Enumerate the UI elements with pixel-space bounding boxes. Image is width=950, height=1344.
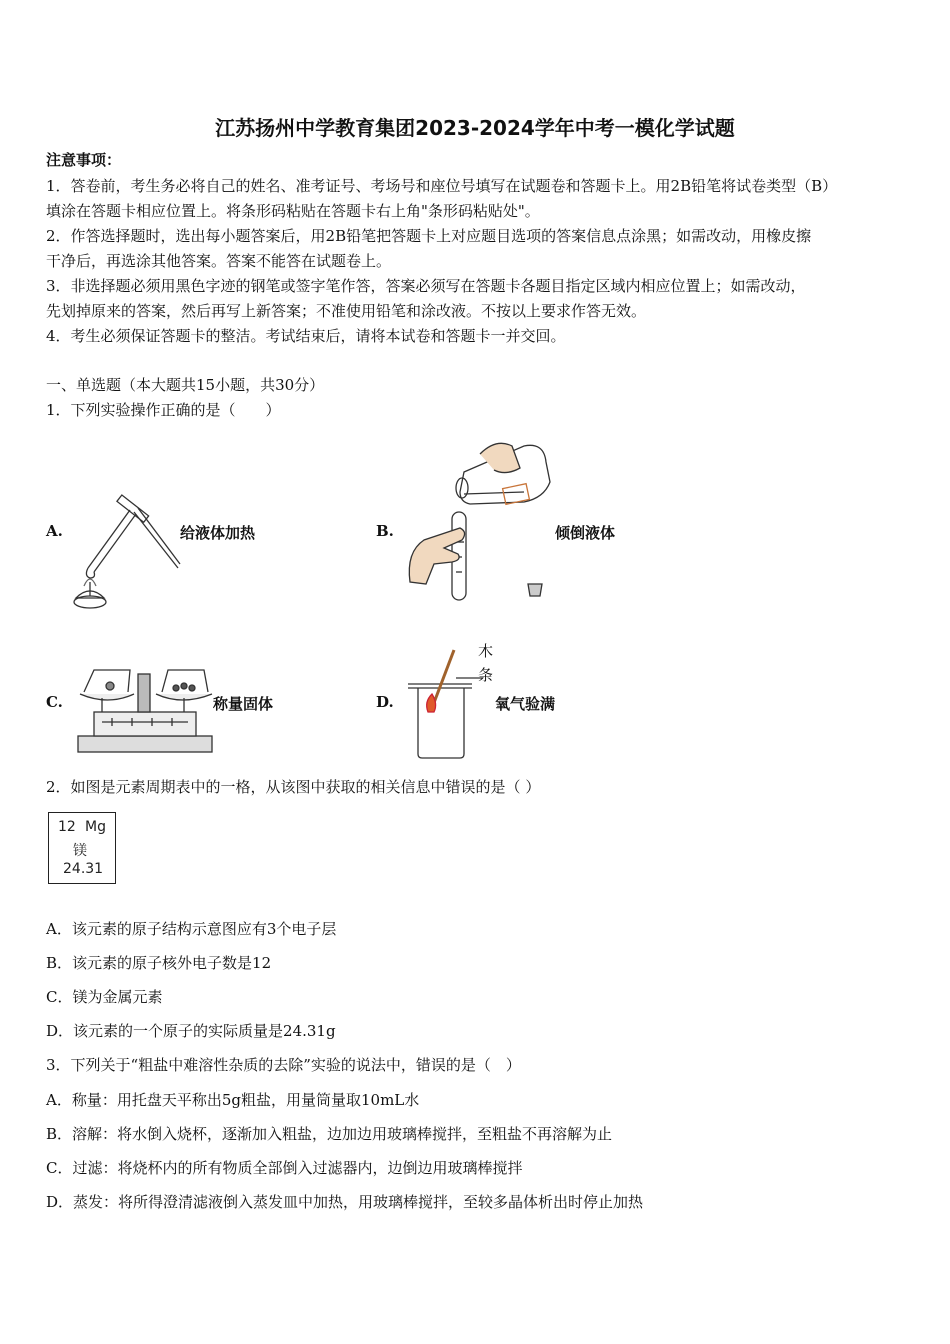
- notice-line: 1．答卷前，考生务必将自己的姓名、准考证号、考场号和座位号填写在试题卷和答题卡上。用2B铅笔将试卷类型（B）: [46, 177, 838, 195]
- option-caption-c: 称量固体: [213, 695, 274, 713]
- element-symbol: Mg: [85, 819, 106, 835]
- atomic-number: 12: [58, 819, 76, 835]
- section-heading: 一、单选题（本大题共15小题，共30分）: [46, 376, 325, 394]
- notice-line: 3．非选择题必须用黑色字迹的钢笔或签字笔作答，答案必须写在答题卡各题目指定区域内相应位置上；如需改动，: [46, 277, 806, 295]
- question-stem: 2．如图是元素周期表中的一格，从该图中获取的相关信息中错误的是（ ）: [46, 778, 541, 796]
- option-letter-c: C.: [46, 693, 63, 711]
- answer-option: B．溶解：将水倒入烧杯，逐渐加入粗盐，边加边用玻璃棒搅拌，至粗盐不再溶解为止: [46, 1125, 613, 1143]
- notice-line: 4．考生必须保证答题卡的整洁。考试结束后，请将本试卷和答题卡一并交回。: [46, 327, 566, 345]
- answer-option: A．该元素的原子结构示意图应有3个电子层: [46, 920, 337, 938]
- answer-option: D．该元素的一个原子的实际质量是24.31g: [46, 1022, 336, 1040]
- periodic-table-cell: [48, 812, 116, 884]
- option-letter-a: A.: [46, 522, 63, 540]
- oxygen-test-illustration: [404, 648, 484, 760]
- page-title: 江苏扬州中学教育集团2023-2024学年中考一模化学试题: [215, 116, 735, 140]
- answer-option: D．蒸发：将所得澄清滤液倒入蒸发皿中加热，用玻璃棒搅拌，至较多晶体析出时停止加热: [46, 1193, 644, 1211]
- option-letter-b: B.: [376, 522, 394, 540]
- notice-line: 先划掉原来的答案，然后再写上新答案；不准使用铅笔和涂改液。不按以上要求作答无效。: [46, 302, 647, 320]
- heating-liquid-illustration: [70, 498, 185, 610]
- answer-option: C．镁为金属元素: [46, 988, 163, 1006]
- question-stem: 1．下列实验操作正确的是（ ）: [46, 401, 281, 419]
- question-stem: 3．下列关于“粗盐中难溶性杂质的去除”实验的说法中，错误的是（ ）: [46, 1056, 521, 1074]
- pouring-liquid-illustration: [404, 432, 554, 608]
- answer-option: B．该元素的原子核外电子数是12: [46, 954, 272, 972]
- option-caption-b: 倾倒液体: [555, 524, 616, 542]
- notice-line: 2．作答选择题时，选出每小题答案后，用2B铅笔把答题卡上对应题目选项的答案信息点涂黑；如需改动，用橡皮擦: [46, 227, 812, 245]
- option-letter-d: D.: [376, 693, 394, 711]
- notice-line: 干净后，再选涂其他答案。答案不能答在试题卷上。: [46, 252, 392, 270]
- option-caption-d: 氧气验满: [495, 695, 556, 713]
- answer-option: A．称量：用托盘天平称出5g粗盐，用量筒量取10mL水: [46, 1091, 420, 1109]
- stick-label-top: 木: [478, 642, 494, 660]
- element-name: 镁: [73, 843, 87, 859]
- balance-weighing-illustration: [72, 664, 218, 758]
- option-caption-a: 给液体加热: [180, 524, 256, 542]
- stick-label-bottom: 条: [478, 666, 494, 684]
- notice-line: 填涂在答题卡相应位置上。将条形码粘贴在答题卡右上角"条形码粘贴处"。: [46, 202, 540, 220]
- answer-option: C．过滤：将烧杯内的所有物质全部倒入过滤器内，边倒边用玻璃棒搅拌: [46, 1159, 523, 1177]
- atomic-mass: 24.31: [63, 861, 104, 877]
- notice-heading: 注意事项：: [46, 151, 122, 169]
